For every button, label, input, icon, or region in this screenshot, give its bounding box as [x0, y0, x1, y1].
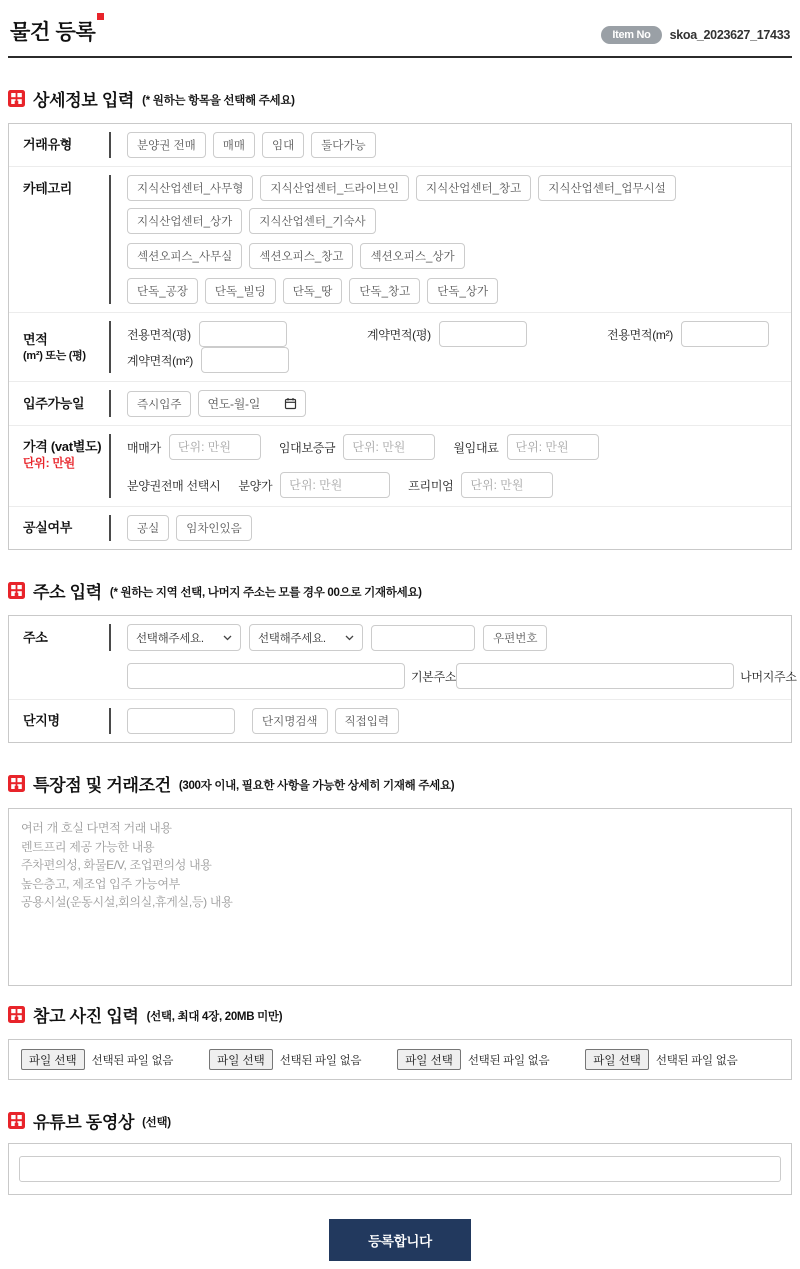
address-line-1 — [127, 624, 783, 651]
area-field-contract-pyeong — [367, 321, 527, 347]
section-features-hint: (300자 이내, 필요한 사항을 가능한 상세히 기재해 주세요) — [178, 780, 455, 792]
category-option[interactable]: 지식산업센터_상가 — [127, 208, 242, 234]
building-icon — [8, 1006, 25, 1023]
move-in-date-input[interactable] — [198, 390, 306, 417]
category-line-standalone — [127, 278, 783, 304]
base-address-group — [127, 663, 456, 689]
area-field-contract-m2 — [127, 347, 289, 373]
trade-type-label: 거래유형 — [23, 137, 73, 153]
area-label-main: 면적 — [23, 331, 48, 347]
category-option[interactable]: 단독_공장 — [127, 278, 198, 304]
area-label — [23, 331, 109, 363]
file-select-button-1[interactable]: 파일 선택 — [21, 1049, 85, 1070]
item-no — [601, 26, 790, 46]
calendar-icon[interactable] — [284, 397, 297, 410]
category-option[interactable]: 단독_창고 — [349, 278, 420, 304]
category-option[interactable]: 섹션오피스_상가 — [360, 243, 464, 269]
lease-deposit-input[interactable] — [343, 434, 435, 460]
price-field-presale-price — [238, 472, 390, 498]
file-select-button-3[interactable]: 파일 선택 — [397, 1049, 461, 1070]
divider-bar — [109, 390, 111, 417]
divider-bar — [109, 624, 111, 651]
trade-type-option-sale[interactable]: 매매 — [213, 132, 255, 158]
area-contract-m2-input[interactable] — [201, 347, 289, 373]
trade-type-options — [127, 132, 783, 158]
area-field-exclusive-m2 — [607, 321, 769, 347]
region-select-1[interactable] — [127, 624, 241, 651]
section-features-header — [8, 771, 792, 796]
divider-bar — [109, 321, 111, 373]
trade-type-option-both[interactable]: 둘다가능 — [311, 132, 375, 158]
building-icon — [8, 1112, 25, 1129]
building-icon — [8, 582, 25, 599]
presale-price-input[interactable] — [280, 472, 390, 498]
submit-area — [8, 1219, 792, 1261]
area-field-label: 전용면적(m²) — [607, 327, 673, 342]
category-option[interactable]: 지식산업센터_드라이브인 — [260, 175, 409, 201]
divider-bar — [109, 515, 111, 541]
address-row — [9, 616, 791, 655]
category-option[interactable]: 지식산업센터_창고 — [416, 175, 531, 201]
direct-entry-button[interactable]: 직접입력 — [335, 708, 399, 734]
file-input-1 — [21, 1049, 173, 1070]
price-field-label: 매매가 — [127, 440, 161, 455]
immediate-move-in-button[interactable]: 즉시입주 — [127, 391, 191, 417]
section-address-header — [8, 578, 792, 603]
file-status-text-2: 선택된 파일 없음 — [279, 1054, 362, 1067]
base-address-label: 기본주소 — [411, 669, 457, 684]
rest-address-input[interactable] — [456, 663, 734, 689]
file-status-text-4: 선택된 파일 없음 — [655, 1054, 738, 1067]
item-no-badge: Item No — [601, 26, 661, 44]
rest-address-group — [456, 663, 796, 689]
section-photos-title: 참고 사진 입력 — [33, 1007, 139, 1026]
vacancy-option-vacant[interactable]: 공실 — [127, 515, 169, 541]
move-in-label: 입주가능일 — [23, 395, 85, 411]
vacancy-label: 공실여부 — [23, 520, 73, 536]
category-line-knowledge — [127, 175, 783, 234]
page-title: 물건 등록 — [10, 21, 96, 44]
category-option[interactable]: 지식산업센터_사무형 — [127, 175, 253, 201]
region-select-1-value: 선택해주세요. — [136, 632, 204, 645]
divider-bar — [109, 434, 111, 498]
chevron-down-icon — [223, 635, 232, 641]
price-fields — [127, 434, 783, 498]
vacancy-row — [9, 507, 791, 549]
page-header — [8, 0, 792, 58]
address-line-2 — [9, 655, 797, 700]
file-input-4 — [585, 1049, 737, 1070]
divider-bar — [109, 132, 111, 158]
rest-address-label: 나머지주소 — [740, 669, 797, 684]
section-address-hint: (* 원하는 지역 선택, 나머지 주소는 모를 경우 00으로 기재하세요) — [109, 587, 422, 599]
area-row — [9, 313, 791, 382]
price-label-unit: 단위: 만원 — [23, 455, 75, 470]
trade-type-row — [9, 124, 791, 167]
file-input-3 — [397, 1049, 549, 1070]
divider-bar — [109, 175, 111, 304]
complex-name-row — [9, 700, 791, 742]
section-photos-hint: (선택, 최대 4장, 20MB 미만) — [146, 1011, 283, 1023]
category-label: 카테고리 — [23, 181, 73, 196]
category-row — [9, 167, 791, 313]
complex-name-label: 단지명 — [23, 713, 60, 729]
price-field-label: 분양가 — [238, 478, 273, 493]
section-photos-header — [8, 1002, 792, 1027]
features-textarea[interactable] — [8, 808, 792, 986]
price-field-label: 프리미엄 — [408, 478, 454, 493]
section-youtube-title: 유튜브 동영상 — [33, 1113, 135, 1132]
section-detail-title: 상세정보 입력 — [33, 91, 135, 110]
category-line-section-office — [127, 243, 783, 269]
sale-price-input[interactable] — [169, 434, 261, 460]
file-input-2 — [209, 1049, 361, 1070]
price-label — [23, 434, 109, 471]
presale-prefix-label: 분양권전매 선택시 — [127, 478, 221, 493]
postal-code-input[interactable] — [371, 625, 475, 651]
category-options — [127, 175, 783, 304]
area-field-exclusive-pyeong — [127, 321, 287, 347]
area-contract-pyeong-input[interactable] — [439, 321, 527, 347]
area-fields — [127, 321, 783, 373]
price-field-premium — [408, 472, 553, 498]
title-accent-dot — [97, 13, 104, 20]
complex-name-input[interactable] — [127, 708, 235, 734]
price-field-sale — [127, 434, 261, 460]
category-option[interactable]: 단독_상가 — [427, 278, 498, 304]
file-status-text-1: 선택된 파일 없음 — [91, 1054, 174, 1067]
base-address-input[interactable] — [127, 663, 405, 689]
chevron-down-icon — [345, 635, 354, 641]
area-exclusive-m2-input[interactable] — [681, 321, 769, 347]
address-label: 주소 — [23, 629, 48, 645]
item-no-value: skoa_2023627_17433 — [669, 28, 790, 42]
category-option[interactable]: 단독_땅 — [283, 278, 343, 304]
trade-type-option-lease[interactable]: 임대 — [262, 132, 304, 158]
complex-search-button[interactable]: 단지명검색 — [252, 708, 328, 734]
price-row — [9, 426, 791, 507]
section-detail-hint: (* 원하는 항목을 선택해 주세요) — [142, 95, 295, 107]
section-address-title: 주소 입력 — [33, 583, 102, 602]
trade-type-option-presale[interactable]: 분양권 전매 — [127, 132, 206, 158]
price-field-deposit — [279, 434, 435, 460]
date-placeholder: 연도-월-일 — [207, 397, 260, 411]
divider-bar — [109, 708, 111, 734]
youtube-url-input[interactable] — [19, 1156, 781, 1182]
area-field-label: 전용면적(평) — [127, 327, 191, 342]
price-line-2 — [127, 472, 783, 498]
region-select-2[interactable] — [249, 624, 363, 651]
area-label-sub: (m²) 또는 (평) — [23, 349, 86, 362]
area-field-label: 계약면적(평) — [367, 327, 431, 342]
file-status-text-3: 선택된 파일 없음 — [467, 1054, 550, 1067]
address-box — [8, 615, 797, 743]
building-icon — [8, 775, 25, 792]
youtube-box — [8, 1143, 792, 1195]
area-exclusive-pyeong-input[interactable] — [199, 321, 287, 347]
monthly-rent-input[interactable] — [507, 434, 599, 460]
move-in-content — [127, 390, 783, 417]
section-youtube-hint: (선택) — [142, 1117, 171, 1129]
vacancy-option-tenant[interactable]: 임차인있음 — [176, 515, 252, 541]
page-title-wrap — [10, 16, 104, 46]
section-features-title: 특장점 및 거래조건 — [33, 776, 171, 795]
postal-code-button[interactable]: 우편번호 — [483, 625, 547, 651]
price-field-label: 임대보증금 — [278, 440, 336, 455]
section-youtube-header — [8, 1108, 792, 1133]
building-icon — [8, 90, 25, 107]
category-option[interactable]: 섹션오피스_사무실 — [127, 243, 242, 269]
area-field-label: 계약면적(m²) — [127, 353, 193, 368]
category-option[interactable]: 지식산업센터_업무시설 — [538, 175, 676, 201]
region-select-2-value: 선택해주세요. — [258, 632, 326, 645]
file-select-button-2[interactable]: 파일 선택 — [209, 1049, 273, 1070]
price-label-main: 가격 (vat별도) — [23, 439, 102, 454]
price-field-monthly-rent — [453, 434, 598, 460]
move-in-row — [9, 382, 791, 426]
price-line-1 — [127, 434, 783, 460]
submit-button[interactable]: 등록합니다 — [329, 1219, 471, 1261]
complex-name-content — [127, 708, 783, 734]
price-field-label: 월임대료 — [453, 440, 499, 455]
category-option[interactable]: 단독_빌딩 — [205, 278, 276, 304]
section-detail-header — [8, 86, 792, 111]
file-select-button-4[interactable]: 파일 선택 — [585, 1049, 649, 1070]
category-option[interactable]: 지식산업센터_기숙사 — [249, 208, 375, 234]
photos-box — [8, 1039, 792, 1080]
vacancy-options — [127, 515, 783, 541]
premium-input[interactable] — [461, 472, 553, 498]
category-option[interactable]: 섹션오피스_창고 — [249, 243, 353, 269]
detail-box — [8, 123, 792, 550]
